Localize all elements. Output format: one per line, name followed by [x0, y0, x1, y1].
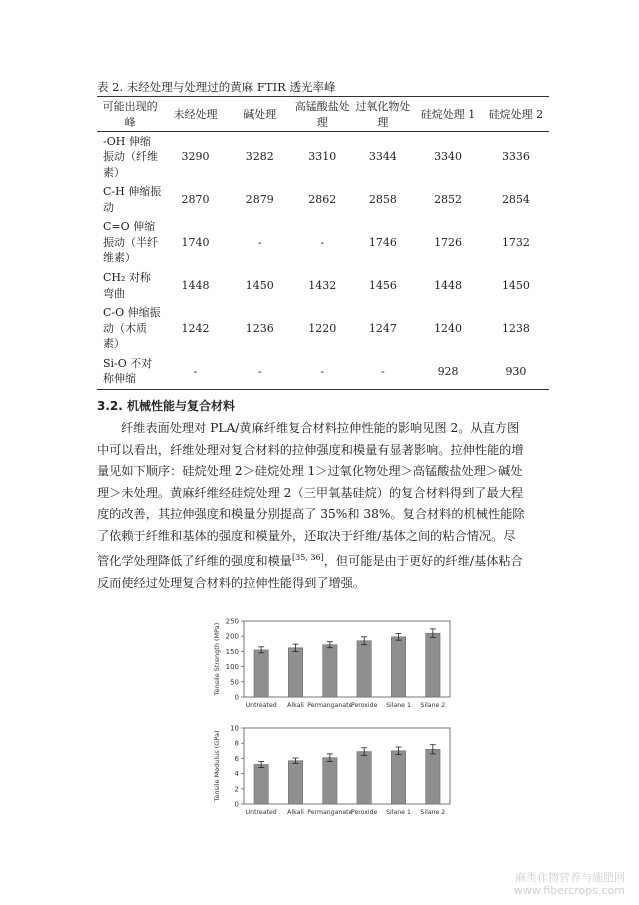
table-cell: - — [163, 354, 227, 390]
table-cell: 3344 — [368, 150, 397, 163]
bar — [288, 761, 302, 804]
table-caption: 表 2. 未经处理与处理过的黄麻 FTIR 透光率峰 — [97, 80, 336, 94]
row-label: Si-O 不对称伸缩 — [97, 354, 163, 390]
table-cell: 3290 — [181, 150, 210, 163]
y-tick-label: 0 — [234, 800, 239, 809]
x-tick-label: Silane 1 — [386, 702, 411, 709]
table-header-row — [97, 97, 549, 132]
table-cell: 1238 — [501, 321, 530, 335]
table-cell: 1236 — [245, 321, 274, 335]
table-cell: 1247 — [368, 321, 397, 335]
bar — [426, 749, 440, 804]
plot-frame — [244, 621, 450, 697]
table-cell: - — [292, 354, 353, 390]
ftir-table — [97, 96, 549, 390]
y-tick-label: 100 — [225, 663, 239, 672]
x-tick-label: Permanganate — [307, 809, 353, 816]
col-header: 碱处理 — [228, 97, 292, 132]
body-line — [97, 547, 549, 573]
y-tick-label: 10 — [230, 724, 239, 733]
bar — [391, 751, 405, 804]
table-cell: 930 — [483, 354, 549, 390]
table-cell: 1450 — [245, 278, 274, 292]
table-cell: - — [320, 235, 325, 249]
table-cell: 2858 — [368, 192, 397, 206]
table-cell: 1242 — [181, 321, 210, 335]
y-tick-label: 4 — [234, 770, 239, 779]
y-tick-label: 6 — [234, 754, 239, 763]
y-tick-label: 0 — [234, 693, 239, 702]
x-tick-label: Untreated — [245, 702, 277, 709]
body-line: 理＞未处理。黄麻纤维经硅烷处理 2（三甲氧基硅烷）的复合材料得到了最大程 — [97, 485, 524, 500]
table-cell: 1220 — [308, 321, 337, 335]
watermark — [514, 871, 625, 897]
y-tick-label: 2 — [234, 785, 239, 794]
bar — [254, 650, 268, 697]
y-axis-label: Tensile Modulus (GPa) — [213, 730, 221, 802]
col-header: 高锰酸盐处理 — [292, 97, 353, 132]
y-tick-label: 200 — [225, 632, 239, 641]
table-cell: 1450 — [501, 278, 530, 292]
table-cell: 1448 — [181, 278, 210, 292]
table-cell: - — [228, 354, 292, 390]
body-line: 反而使经过处理复合材料的拉伸性能得到了增强。 — [97, 575, 366, 590]
table-cell: 928 — [413, 354, 483, 390]
col-header: 硅烷处理 1 — [413, 97, 483, 132]
row-label: C-O 伸缩振动（木质素） — [103, 306, 161, 351]
section-body — [97, 418, 549, 594]
tensile-modulus-chart — [210, 722, 455, 822]
col-header: 可能出现的峰 — [97, 97, 163, 132]
table-row — [97, 354, 549, 390]
col-header: 未经处理 — [163, 97, 227, 132]
bar — [254, 764, 268, 804]
body-line: 量见如下顺序：硅烷处理 2＞硅烷处理 1＞过氧化物处理＞高锰酸盐处理＞碱处 — [97, 464, 523, 478]
table-cell: 1432 — [308, 278, 337, 292]
bar — [357, 752, 371, 804]
x-tick-label: Peroxide — [350, 809, 378, 816]
table-cell: - — [257, 235, 262, 249]
row-label: C=O 伸缩振动（半纤维素） — [103, 220, 158, 265]
table-cell: 1746 — [368, 235, 397, 249]
watermark-line: www.fibercrops.com — [513, 884, 625, 897]
row-label: C-H 伸缩振动 — [103, 185, 162, 214]
table-cell: - — [353, 354, 414, 390]
bar — [288, 648, 302, 697]
table-cell: 3310 — [308, 150, 337, 163]
tensile-strength-chart — [210, 615, 455, 715]
y-axis-label: Tensile Strength (MPa) — [213, 622, 221, 696]
bar — [426, 633, 440, 697]
x-tick-label: Peroxide — [350, 702, 378, 709]
table-cell: 1240 — [434, 321, 463, 335]
body-line: 度的改善，其拉伸强度和模量分别提高了 35%和 38%。复合材料的机械性能除 — [97, 507, 525, 521]
body-text-span: 管化学处理降低了纤维的强度和模量 — [97, 554, 292, 569]
col-header: 过氧化物处理 — [353, 97, 414, 132]
table-cell: 2870 — [181, 192, 210, 206]
bar — [357, 641, 371, 697]
x-tick-label: Silane 2 — [420, 809, 446, 816]
body-line: 了依赖于纤维和基体的强度和模量外，还取决于纤维/基体之间的粘合情况。尽 — [97, 528, 516, 543]
bar — [323, 645, 337, 697]
body-text-span: ，但可能是由于更好的纤维/基体粘合 — [323, 554, 523, 569]
table-cell: 1732 — [501, 235, 530, 249]
x-tick-label: Permanganate — [307, 702, 353, 709]
table-row — [97, 182, 549, 218]
section-heading: 3.2. 机械性能与复合材料 — [97, 399, 235, 413]
y-tick-label: 150 — [225, 647, 239, 656]
table-cell: 2854 — [501, 192, 530, 206]
body-line: 中可以看出，纤维处理对复合材料的拉伸强度和模量有显著影响。拉伸性能的增 — [97, 442, 524, 457]
table-row — [97, 304, 549, 354]
table-row — [97, 132, 549, 182]
watermark-line: 麻类作物营养与施肥网 — [515, 871, 625, 884]
x-tick-label: Silane 1 — [386, 809, 411, 816]
table-cell: 1448 — [434, 278, 463, 292]
figure-2 — [210, 615, 455, 822]
table-row — [97, 218, 549, 268]
x-tick-label: Silane 2 — [420, 702, 446, 709]
table-cell: 2852 — [434, 192, 463, 206]
plot-frame — [244, 728, 450, 804]
table-cell: 3336 — [501, 150, 530, 163]
bar — [391, 637, 405, 697]
table-cell: 1726 — [434, 235, 463, 249]
table-cell: 1740 — [181, 235, 210, 249]
citation: [35, 36] — [292, 553, 324, 562]
row-label: CH₂ 对称弯曲 — [103, 271, 151, 300]
y-tick-label: 50 — [230, 678, 239, 687]
table-cell: 3340 — [434, 150, 463, 163]
y-tick-label: 8 — [234, 739, 239, 748]
y-tick-label: 250 — [225, 617, 239, 626]
col-header: 硅烷处理 2 — [483, 97, 549, 132]
table-row — [97, 268, 549, 304]
x-tick-label: Alkali — [287, 702, 304, 709]
table-cell: 1456 — [368, 278, 397, 292]
row-label: -OH 伸缩振动（纤维素） — [103, 134, 158, 179]
x-tick-label: Alkali — [287, 809, 304, 816]
body-line: 纤维表面处理对 PLA/黄麻纤维复合材料拉伸性能的影响见图 2。从直方图 — [121, 421, 520, 435]
table-cell: 2879 — [245, 192, 274, 206]
table-cell: 3282 — [245, 150, 274, 163]
table-cell: 2862 — [308, 192, 337, 206]
bar — [323, 758, 337, 804]
x-tick-label: Untreated — [245, 809, 277, 816]
